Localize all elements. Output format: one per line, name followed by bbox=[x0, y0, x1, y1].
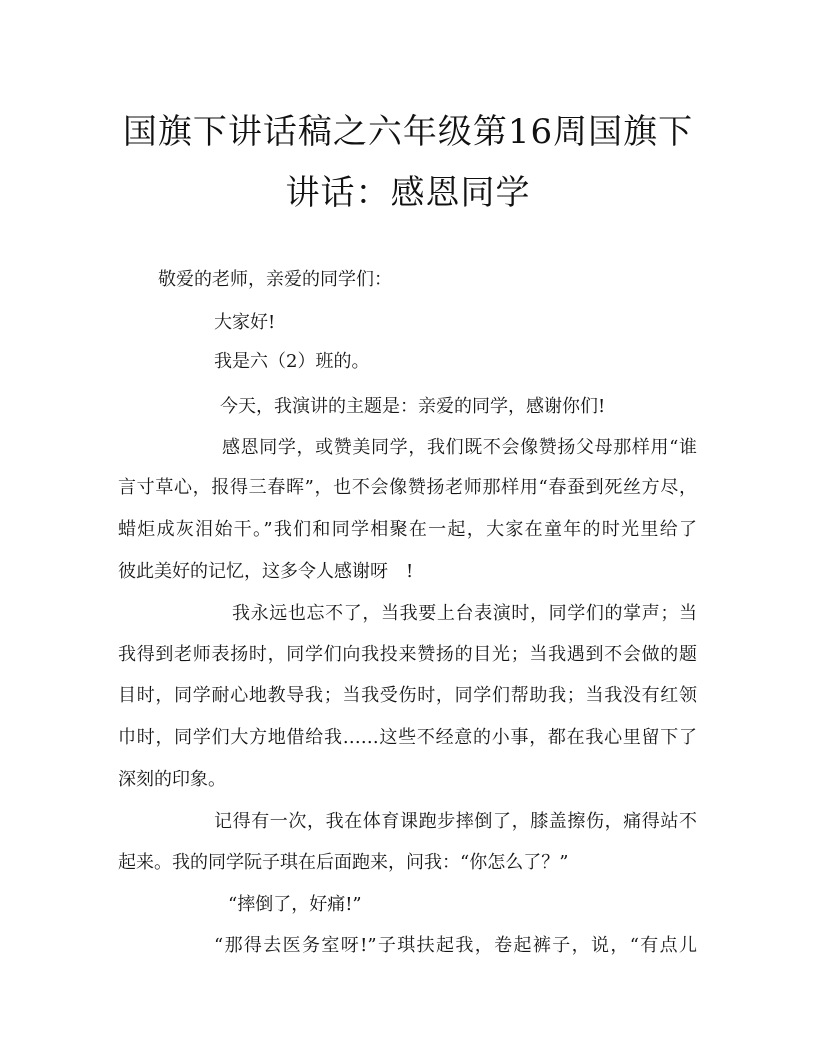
paragraph-line: 感恩同学，或赞美同学，我们既不会像赞扬父母那样用“谁 bbox=[222, 437, 697, 458]
paragraph-line: 彼此美好的记忆，这多令人感谢呀 ! bbox=[118, 561, 414, 582]
paragraph-line: 起来。我的同学阮子琪在后面跑来，问我：“你怎么了？” bbox=[118, 852, 569, 873]
paragraph-line: 目时，同学耐心地教导我；当我受伤时，同学们帮助我；当我没有红领 bbox=[118, 685, 697, 706]
dialogue-line: “摔倒了，好痛!” bbox=[228, 894, 362, 915]
dialogue-line: “那得去医务室呀!”子琪扶起我，卷起裤子，说，“有点儿 bbox=[214, 935, 697, 956]
paragraph-line: 记得有一次，我在体育课跑步摔倒了，膝盖擦伤，痛得站不 bbox=[214, 811, 697, 832]
paragraph-line: 蜡炬成灰泪始干。”我们和同学相聚在一起，大家在童年的时光里给了 bbox=[118, 519, 697, 540]
paragraph-line: 巾时，同学们大方地借给我……这些不经意的小事，都在我心里留下了 bbox=[118, 727, 697, 748]
paragraph-line: 言寸草心，报得三春晖”，也不会像赞扬老师那样用“春蚕到死丝方尽， bbox=[118, 477, 697, 498]
document-title-line-1: 国旗下讲话稿之六年级第16周国旗下 bbox=[122, 112, 694, 152]
paragraph-line: 我得到老师表扬时，同学们向我投来赞扬的目光；当我遇到不会做的题 bbox=[118, 644, 697, 665]
self-introduction: 我是六（2）班的。 bbox=[214, 351, 370, 372]
speech-topic: 今天，我演讲的主题是：亲爱的同学，感谢你们! bbox=[220, 396, 606, 417]
document-title-line-2: 讲话：感恩同学 bbox=[285, 173, 531, 213]
greeting: 大家好! bbox=[214, 312, 276, 333]
salutation: 敬爱的老师，亲爱的同学们： bbox=[158, 269, 392, 290]
paragraph-line: 我永远也忘不了，当我要上台表演时，同学们的掌声；当 bbox=[232, 603, 697, 624]
paragraph-line: 深刻的印象。 bbox=[118, 769, 226, 790]
